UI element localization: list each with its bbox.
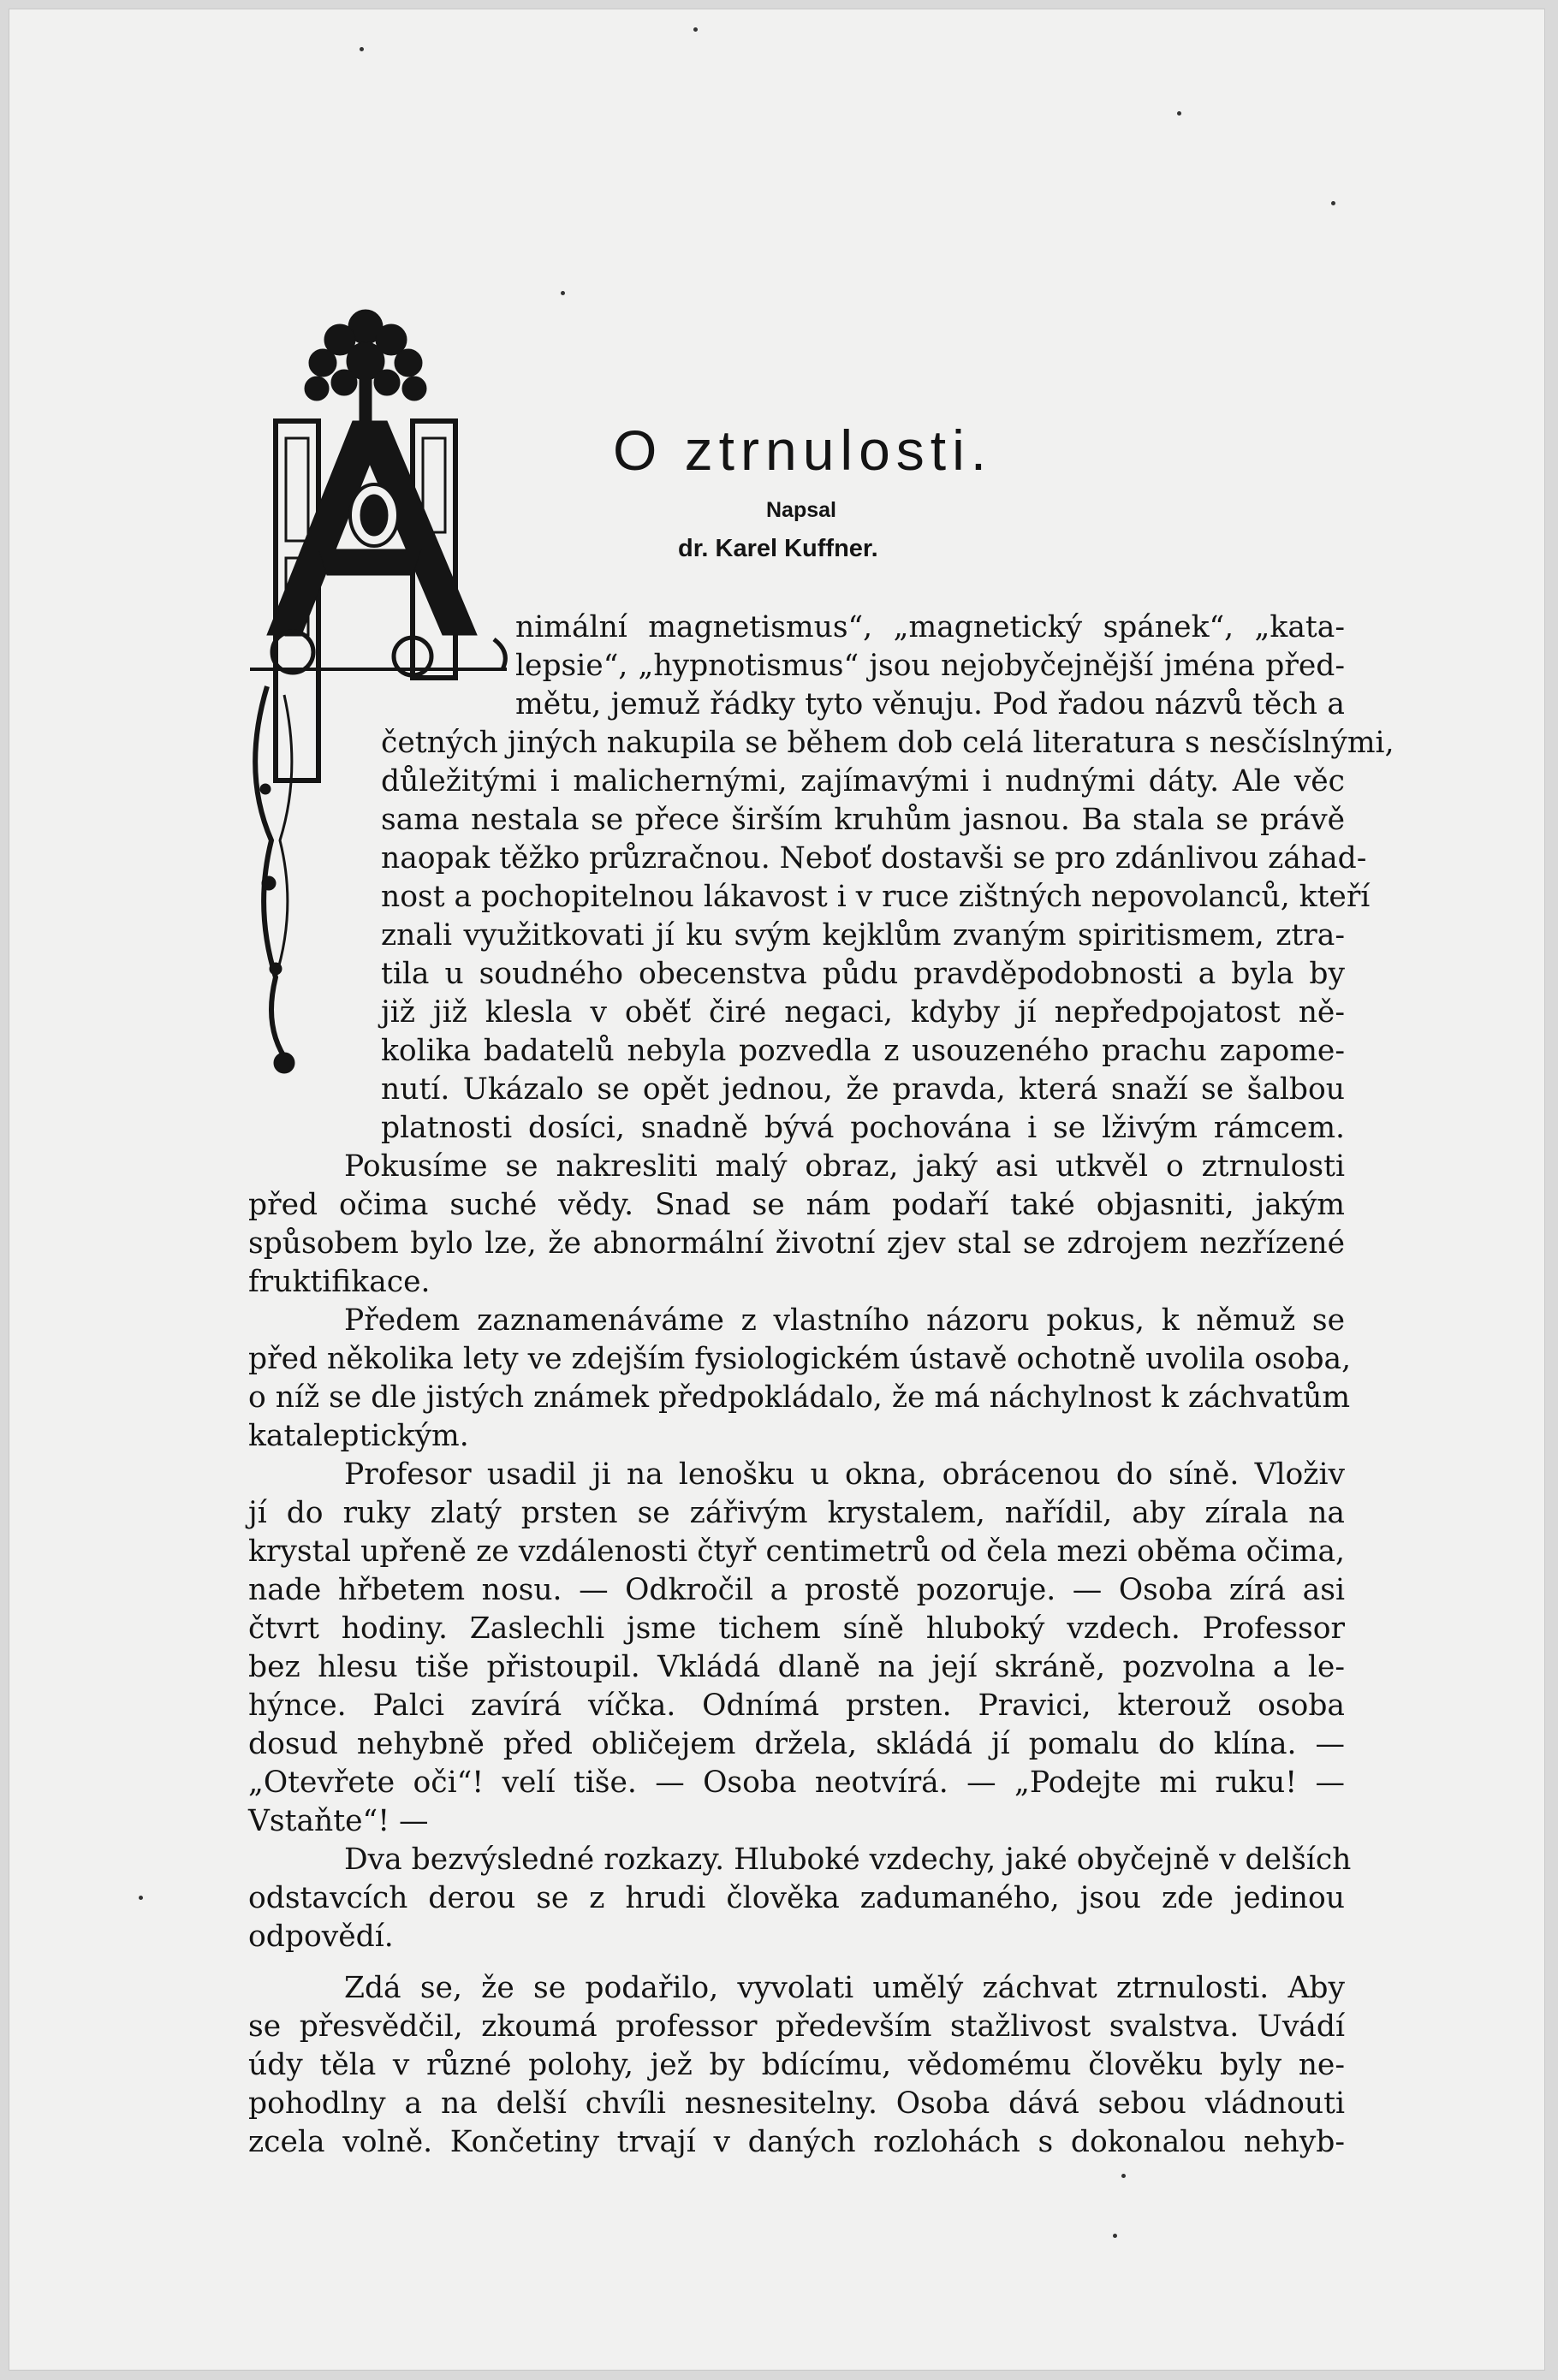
- scan-speck: [1331, 201, 1335, 205]
- text-line: pohodlny a na delší chvíli nesnesitelny. Osoba dává sebou vládnouti: [248, 2086, 1345, 2121]
- text-line: již již klesla v oběť čiré negaci, kdyby jí nepředpojatost ně-: [381, 995, 1345, 1030]
- text-line: nimální magnetismus“, „magnetický spánek“, „kata-: [515, 610, 1345, 644]
- text-line: fruktifikace.: [248, 1265, 431, 1299]
- text-line: tila u soudného obecenstva půdu pravděpodobnosti a byla by: [381, 957, 1345, 991]
- text-line: nost a pochopitelnou lákavost i v ruce zištných nepovolanců, kteří: [381, 880, 1371, 914]
- text-line: Vstaňte“! —: [248, 1804, 429, 1838]
- text-line: Pokusíme se nakresliti malý obraz, jaký asi utkvěl o ztrnulosti: [344, 1149, 1345, 1184]
- text-line: krystal upřeně ze vzdálenosti čtyř centimetrů od čela mezi oběma očima,: [248, 1534, 1345, 1569]
- text-line: Zdá se, že se podařilo, vyvolati umělý záchvat ztrnulosti. Aby: [344, 1971, 1345, 2005]
- text-line: Profesor usadil ji na lenošku u okna, obrácenou do síně. Vloživ: [344, 1457, 1345, 1492]
- text-line: „Otevřete oči“! velí tiše. — Osoba neotvírá. — „Podejte mi ruku! —: [248, 1766, 1345, 1800]
- text-line: hýnce. Palci zavírá víčka. Odnímá prsten. Pravici, kterouž osoba: [248, 1689, 1345, 1723]
- text-line: čtvrt hodiny. Zaslechli jsme tichem síně hluboký vzdech. Professor: [248, 1611, 1345, 1646]
- text-line: odpovědí.: [248, 1920, 394, 1954]
- text-line: jí do ruky zlatý prsten se zářivým krystalem, nařídil, aby zírala na: [248, 1496, 1345, 1530]
- scan-speck: [139, 1896, 143, 1900]
- text-line: o níž se dle jistých známek předpokládalo, že má náchylnost k záchvatům: [248, 1380, 1351, 1415]
- author-name: dr. Karel Kuffner.: [678, 535, 878, 562]
- text-line: nade hřbetem nosu. — Odkročil a prostě pozoruje. — Osoba zírá asi: [248, 1573, 1345, 1607]
- text-line: zcela volně. Končetiny trvají v daných rozlohách s dokonalou nehyb-: [248, 2125, 1345, 2159]
- text-line: platnosti dosíci, snadně bývá pochována i se lživým rámcem.: [381, 1111, 1345, 1145]
- text-line: mětu, jemuž řádky tyto věnuju. Pod řadou názvů těch a: [515, 687, 1345, 721]
- article-title: O ztrnulosti.: [613, 418, 993, 482]
- text-line: před očima suché vědy. Snad se nám podaří také objasniti, jakým: [248, 1188, 1345, 1222]
- text-line: kataleptickým.: [248, 1419, 469, 1453]
- text-line: se přesvědčil, zkoumá professor především stažlivost svalstva. Uvádí: [248, 2009, 1345, 2044]
- scan-speck: [561, 291, 565, 295]
- text-line: kolika badatelů nebyla pozvedla z usouzeného prachu zapome-: [381, 1034, 1345, 1068]
- scan-speck: [1121, 2174, 1126, 2178]
- text-line: lepsie“, „hypnotismus“ jsou nejobyčejnější jména před-: [515, 649, 1345, 683]
- text-line: odstavcích derou se z hrudi člověka zadumaného, jsou zde jedinou: [248, 1881, 1345, 1915]
- text-line: četných jiných nakupila se během dob celá literatura s nesčíslnými,: [381, 726, 1394, 760]
- text-line: bez hlesu tiše přistoupil. Vkládá dlaně na její skráně, pozvolna a le-: [248, 1650, 1345, 1684]
- text-line: nutí. Ukázalo se opět jednou, že pravda, která snaží se šalbou: [381, 1072, 1345, 1107]
- byline-label: Napsal: [766, 498, 836, 522]
- text-line: údy těla v různé polohy, jež by bdícímu, vědomému člověku byly ne-: [248, 2048, 1345, 2082]
- text-line: Dva bezvýsledné rozkazy. Hluboké vzdechy, jaké obyčejně v delších: [344, 1843, 1352, 1877]
- scan-speck: [360, 47, 364, 51]
- scan-speck: [1113, 2234, 1117, 2238]
- page: [9, 9, 1545, 2371]
- text-line: Předem zaznamenáváme z vlastního názoru pokus, k němuž se: [344, 1303, 1345, 1338]
- text-line: dosud nehybně před obličejem držela, skládá jí pomalu do klína. —: [248, 1727, 1345, 1761]
- text-line: před několika lety ve zdejším fysiologickém ústavě ochotně uvolila osoba,: [248, 1342, 1352, 1376]
- text-line: znali využitkovati jí ku svým kejklům zvaným spiritismem, ztra-: [381, 918, 1345, 953]
- text-line: sama nestala se přece širším kruhům jasnou. Ba stala se právě: [381, 803, 1345, 837]
- text-line: naopak těžko průzračnou. Neboť dostavši se pro zdánlivou záhad-: [381, 841, 1367, 875]
- text-line: spůsobem bylo lze, že abnormální životní zjev stal se zdrojem nezřízené: [248, 1226, 1345, 1261]
- scan-speck: [1177, 111, 1181, 116]
- text-line: důležitými i malichernými, zajímavými i nudnými dáty. Ale věc: [381, 764, 1345, 798]
- scan-speck: [693, 27, 698, 32]
